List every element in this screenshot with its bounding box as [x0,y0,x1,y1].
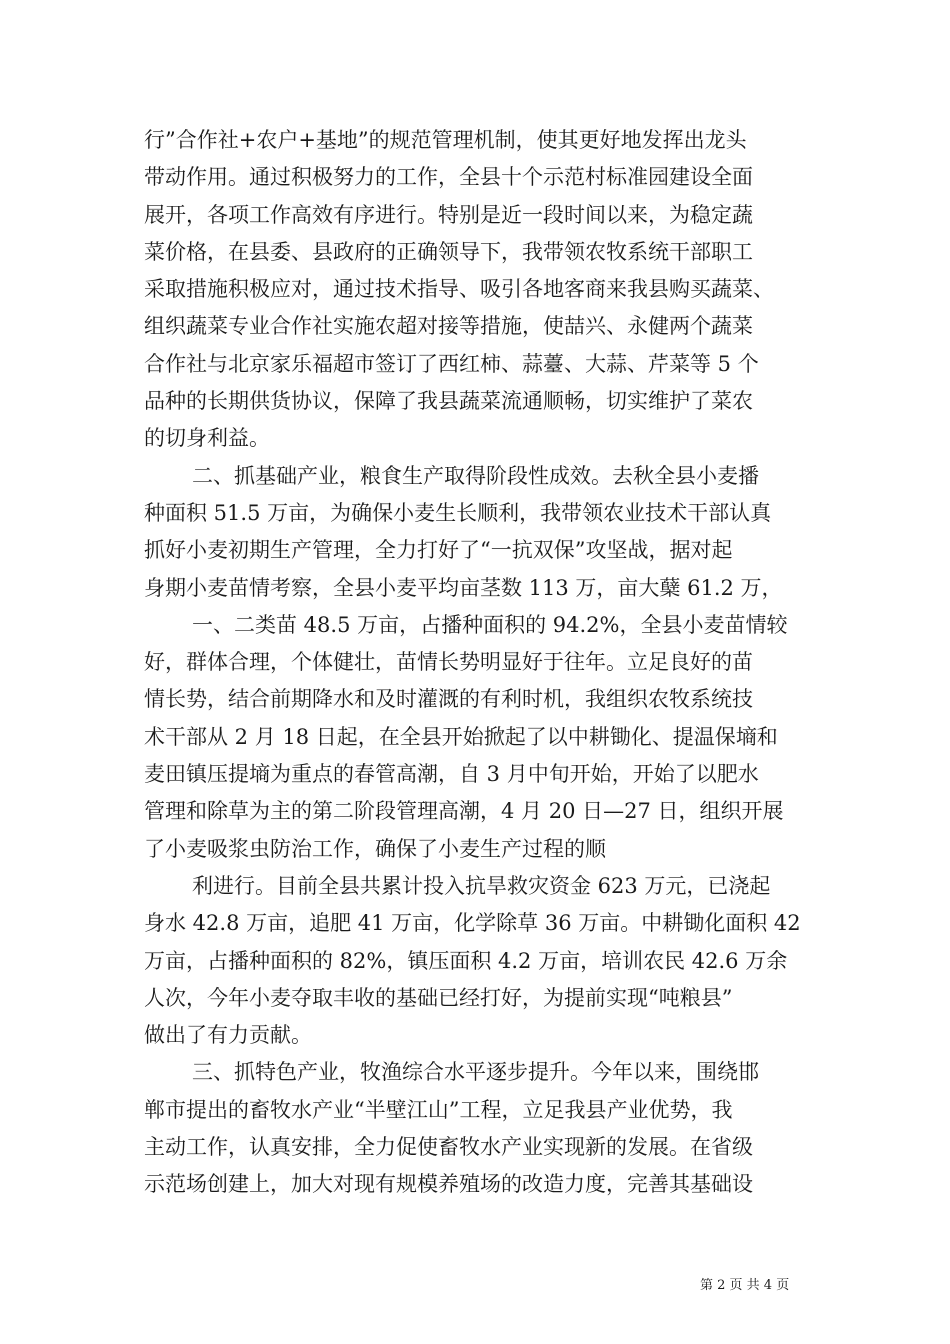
text-line: 带动作用。通过积极努力的工作，全县十个示范村标准园建设全面 [144,165,753,190]
text-line: 三、抓特色产业，牧渔综合水平逐步提升。今年以来，围绕邯 [192,1060,759,1085]
text-line: 品种的长期供货协议，保障了我县蔬菜流通顺畅，切实维护了菜农 [144,389,753,414]
text-line: 情长势，结合前期降水和及时灌溉的有利时机，我组织农牧系统技 [144,687,753,712]
text-line: 好，群体合理，个体健壮，苗情长势明显好于往年。立足良好的苗 [144,650,753,675]
text-line: 抓好小麦初期生产管理，全力打好了“一抗双保”攻坚战，据对起 [144,538,733,563]
text-line: 主动工作，认真安排，全力促使畜牧水产业实现新的发展。在省级 [144,1135,753,1160]
text-line: 二、抓基础产业，粮食生产取得阶段性成效。去秋全县小麦播 [192,463,759,488]
text-line: 种面积 51.5 万亩，为确保小麦生长顺利，我带领农业技术干部认真 [144,500,772,525]
text-line: 采取措施积极应对，通过技术指导、吸引各地客商来我县购买蔬菜、 [144,277,774,302]
text-line: 人次，今年小麦夺取丰收的基础已经打好，为提前实现“吨粮县” [144,985,733,1010]
body-text [144,122,824,1204]
page-number: 第 2 页 共 4 页 [700,1278,790,1293]
text-line: 麦田镇压提墒为重点的春管高潮，自 3 月中旬开始，开始了以肥水 [144,762,759,787]
text-line: 做出了有力贡献。 [144,1023,312,1048]
text-line: 万亩，占播种面积的 82%，镇压面积 4.2 万亩，培训农民 42.6 万余 [144,948,788,973]
text-line: 了小麦吸浆虫防治工作，确保了小麦生产过程的顺 [144,836,606,861]
text-line: 展开，各项工作高效有序进行。特别是近一段时间以来，为稳定蔬 [144,202,753,227]
text-line: 管理和除草为主的第二阶段管理高潮，4 月 20 日—27 日，组织开展 [144,799,784,824]
text-line: 利进行。目前全县共累计投入抗旱救灾资金 623 万元，已浇起 [192,873,771,898]
text-line: 菜价格，在县委、县政府的正确领导下，我带领农牧系统干部职工 [144,239,753,264]
text-line: 郸市提出的畜牧水产业“半壁江山”工程，立足我县产业优势，我 [144,1097,733,1122]
text-line: 组织蔬菜专业合作社实施农超对接等措施，使喆兴、永健两个蔬菜 [144,314,753,339]
text-line: 一、二类苗 48.5 万亩，占播种面积的 94.2%，全县小麦苗情较 [192,612,788,637]
text-line: 术干部从 2 月 18 日起，在全县开始掀起了以中耕锄化、提温保墒和 [144,724,778,749]
text-line: 身水 42.8 万亩，追肥 41 万亩，化学除草 36 万亩。中耕锄化面积 42 [144,911,801,936]
text-line: 的切身利益。 [144,426,270,451]
text-line: 身期小麦苗情考察，全县小麦平均亩茎数 113 万，亩大蘖 61.2 万， [144,575,783,600]
text-line: 行”合作社+农户+基地”的规范管理机制，使其更好地发挥出龙头 [144,128,747,152]
text-line: 合作社与北京家乐福超市签订了西红柿、蒜薹、大蒜、芹菜等 5 个 [144,351,759,376]
text-line: 示范场创建上，加大对现有规模养殖场的改造力度，完善其基础设 [144,1172,753,1197]
